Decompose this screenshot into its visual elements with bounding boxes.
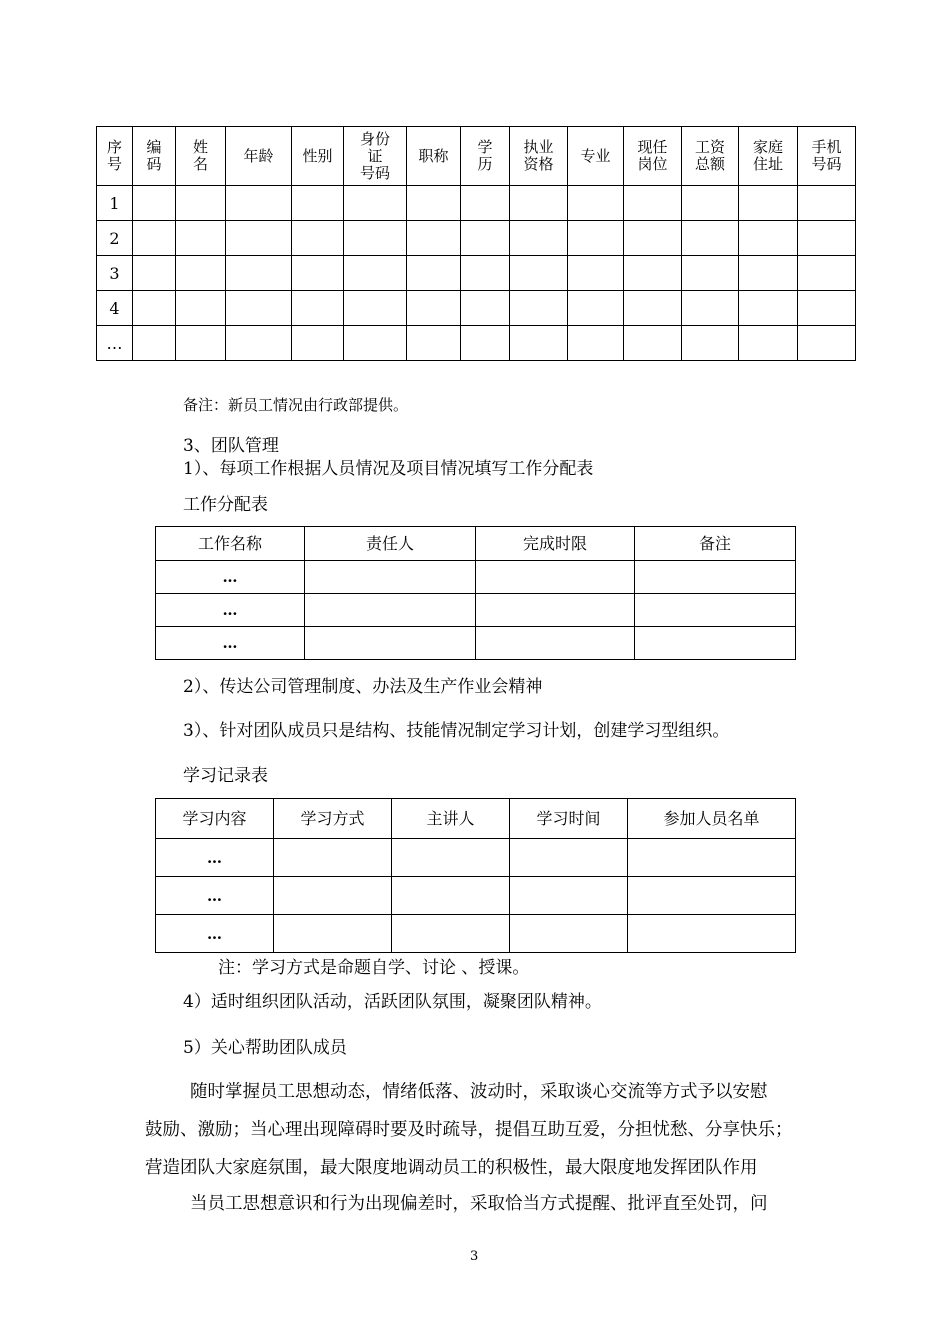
empty-cell	[176, 186, 226, 221]
empty-cell	[461, 221, 510, 256]
ellipsis-cell: …	[156, 839, 274, 877]
empty-cell	[344, 221, 407, 256]
item-5: 5）关心帮助团队成员	[183, 1038, 347, 1058]
empty-cell	[176, 326, 226, 361]
ellipsis-cell: …	[156, 915, 274, 953]
table-row	[97, 186, 856, 221]
empty-cell	[510, 326, 568, 361]
staff-header-cell: 序 号	[97, 127, 133, 186]
staff-header-cell: 年龄	[226, 127, 292, 186]
empty-cell	[568, 256, 624, 291]
empty-cell	[274, 915, 392, 953]
staff-header-cell: 姓 名	[176, 127, 226, 186]
empty-cell	[292, 186, 344, 221]
row-number-cell: 1	[97, 186, 133, 221]
empty-cell	[798, 186, 856, 221]
empty-cell	[461, 256, 510, 291]
study-header-cell: 学习时间	[510, 799, 628, 839]
empty-cell	[226, 256, 292, 291]
empty-cell	[274, 839, 392, 877]
table-row	[97, 291, 856, 326]
empty-cell	[133, 256, 176, 291]
paragraph-2-line-1: 当员工思想意识和行为出现偏差时，采取恰当方式提醒、批评直至处罚，问	[190, 1194, 768, 1214]
empty-cell	[133, 326, 176, 361]
empty-cell	[305, 627, 476, 660]
empty-cell	[407, 326, 461, 361]
staff-header-cell: 现任 岗位	[624, 127, 682, 186]
table-row	[97, 326, 856, 361]
empty-cell	[628, 877, 796, 915]
empty-cell	[344, 291, 407, 326]
staff-table	[96, 126, 856, 361]
empty-cell	[510, 915, 628, 953]
staff-header-cell: 性别	[292, 127, 344, 186]
empty-cell	[682, 186, 739, 221]
work-table-header	[156, 527, 796, 561]
empty-cell	[476, 561, 635, 594]
table-row	[156, 877, 796, 915]
empty-cell	[510, 186, 568, 221]
empty-cell	[344, 186, 407, 221]
item-2: 2）、传达公司管理制度、办法及生产作业会精神	[183, 677, 543, 697]
empty-cell	[176, 221, 226, 256]
empty-cell	[292, 256, 344, 291]
staff-header-cell: 身份 证 号码	[344, 127, 407, 186]
empty-cell	[739, 256, 798, 291]
item-4: 4）适时组织团队活动，活跃团队氛围，凝聚团队精神。	[183, 992, 602, 1012]
table-row	[156, 627, 796, 660]
empty-cell	[635, 627, 796, 660]
staff-header-cell: 执业 资格	[510, 127, 568, 186]
empty-cell	[510, 839, 628, 877]
row-number-cell: 4	[97, 291, 133, 326]
empty-cell	[274, 877, 392, 915]
empty-cell	[226, 326, 292, 361]
staff-header-cell: 手机 号码	[798, 127, 856, 186]
study-table-title: 学习记录表	[183, 766, 268, 786]
study-header-cell: 主讲人	[392, 799, 510, 839]
empty-cell	[682, 256, 739, 291]
empty-cell	[682, 291, 739, 326]
table-row	[156, 915, 796, 953]
empty-cell	[407, 256, 461, 291]
empty-cell	[407, 186, 461, 221]
empty-cell	[568, 221, 624, 256]
empty-cell	[798, 221, 856, 256]
empty-cell	[133, 186, 176, 221]
staff-header-cell: 家庭 住址	[739, 127, 798, 186]
empty-cell	[628, 915, 796, 953]
paragraph-1-line-3: 营造团队大家庭氛围，最大限度地调动员工的积极性，最大限度地发挥团队作用	[145, 1158, 758, 1178]
study-note: 注：学习方式是命题自学、讨论 、授课。	[218, 958, 530, 978]
empty-cell	[510, 877, 628, 915]
study-header-cell: 学习内容	[156, 799, 274, 839]
empty-cell	[292, 291, 344, 326]
page-number: 3	[470, 1249, 479, 1264]
table-row	[156, 594, 796, 627]
empty-cell	[510, 256, 568, 291]
empty-cell	[226, 186, 292, 221]
section-title: 3、团队管理	[183, 436, 279, 456]
row-number-cell: 3	[97, 256, 133, 291]
empty-cell	[568, 326, 624, 361]
paragraph-1-line-2: 鼓励、激励；当心理出现障碍时要及时疏导，提倡互助互爱，分担忧愁、分享快乐；	[145, 1120, 793, 1140]
empty-cell	[407, 221, 461, 256]
empty-cell	[133, 291, 176, 326]
empty-cell	[624, 326, 682, 361]
work-header-cell: 工作名称	[156, 527, 305, 561]
table-row	[156, 561, 796, 594]
ellipsis-cell: …	[156, 877, 274, 915]
empty-cell	[176, 291, 226, 326]
table-row	[156, 839, 796, 877]
staff-table-header	[97, 127, 856, 186]
empty-cell	[682, 221, 739, 256]
row-number-cell: …	[97, 326, 133, 361]
work-header-cell: 完成时限	[476, 527, 635, 561]
empty-cell	[133, 221, 176, 256]
staff-header-cell: 专业	[568, 127, 624, 186]
paragraph-1-line-1: 随时掌握员工思想动态，情绪低落、波动时，采取谈心交流等方式予以安慰	[190, 1082, 768, 1102]
empty-cell	[292, 326, 344, 361]
empty-cell	[624, 221, 682, 256]
empty-cell	[305, 594, 476, 627]
row-number-cell: 2	[97, 221, 133, 256]
empty-cell	[739, 291, 798, 326]
study-record-table	[155, 798, 796, 953]
empty-cell	[344, 256, 407, 291]
empty-cell	[392, 915, 510, 953]
staff-note: 备注：新员工情况由行政部提供。	[183, 396, 409, 414]
ellipsis-cell: …	[156, 627, 305, 660]
work-allocation-table	[155, 526, 796, 660]
empty-cell	[798, 291, 856, 326]
empty-cell	[798, 326, 856, 361]
work-header-cell: 备注	[635, 527, 796, 561]
work-header-cell: 责任人	[305, 527, 476, 561]
empty-cell	[635, 561, 796, 594]
empty-cell	[305, 561, 476, 594]
empty-cell	[392, 839, 510, 877]
empty-cell	[226, 291, 292, 326]
staff-header-cell: 学 历	[461, 127, 510, 186]
work-table-title: 工作分配表	[183, 495, 268, 515]
study-table-header	[156, 799, 796, 839]
empty-cell	[292, 221, 344, 256]
table-row	[97, 221, 856, 256]
item-1: 1）、每项工作根据人员情况及项目情况填写工作分配表	[183, 459, 594, 479]
empty-cell	[510, 291, 568, 326]
empty-cell	[344, 326, 407, 361]
staff-header-cell: 职称	[407, 127, 461, 186]
empty-cell	[476, 594, 635, 627]
empty-cell	[682, 326, 739, 361]
empty-cell	[624, 291, 682, 326]
empty-cell	[739, 186, 798, 221]
empty-cell	[407, 291, 461, 326]
empty-cell	[392, 877, 510, 915]
ellipsis-cell: …	[156, 594, 305, 627]
empty-cell	[461, 186, 510, 221]
empty-cell	[635, 594, 796, 627]
staff-header-cell: 编 码	[133, 127, 176, 186]
item-3: 3）、针对团队成员只是结构、技能情况制定学习计划，创建学习型组织。	[183, 721, 730, 741]
empty-cell	[476, 627, 635, 660]
empty-cell	[568, 291, 624, 326]
staff-header-cell: 工资 总额	[682, 127, 739, 186]
empty-cell	[461, 291, 510, 326]
ellipsis-cell: …	[156, 561, 305, 594]
empty-cell	[628, 839, 796, 877]
table-row	[97, 256, 856, 291]
empty-cell	[624, 256, 682, 291]
study-header-cell: 学习方式	[274, 799, 392, 839]
study-header-cell: 参加人员名单	[628, 799, 796, 839]
empty-cell	[510, 221, 568, 256]
empty-cell	[798, 256, 856, 291]
empty-cell	[739, 326, 798, 361]
empty-cell	[176, 256, 226, 291]
empty-cell	[739, 221, 798, 256]
empty-cell	[226, 221, 292, 256]
empty-cell	[568, 186, 624, 221]
empty-cell	[624, 186, 682, 221]
empty-cell	[461, 326, 510, 361]
